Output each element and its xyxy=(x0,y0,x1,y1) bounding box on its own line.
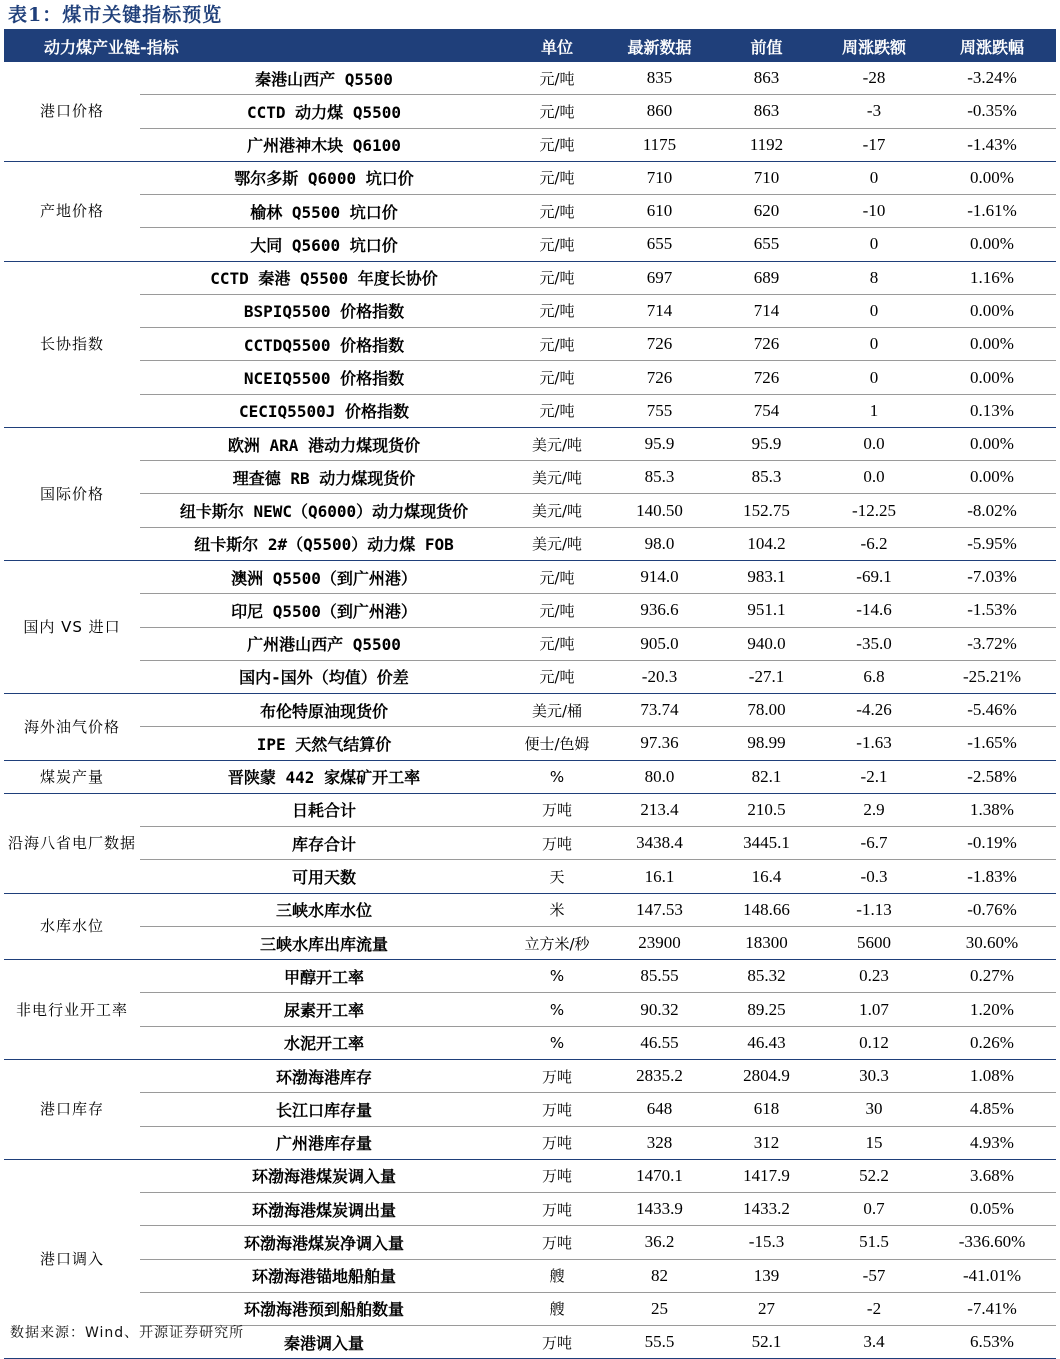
indicator-name: IPE 天然气结算价 xyxy=(140,727,508,760)
table-row xyxy=(4,95,1056,128)
latest-value: 95.9 xyxy=(606,427,713,460)
latest-value: 85.55 xyxy=(606,960,713,993)
indicator-name: CCTD 秦港 Q5500 年度长协价 xyxy=(140,261,508,294)
weekly-change: 0 xyxy=(820,361,928,394)
unit: 元/吨 xyxy=(508,228,606,261)
table-row xyxy=(4,228,1056,261)
previous-value: 3445.1 xyxy=(713,827,820,860)
indicator-name: CECIQ5500J 价格指数 xyxy=(140,394,508,427)
weekly-change: -6.2 xyxy=(820,527,928,560)
weekly-change: 0 xyxy=(820,228,928,261)
latest-value: 726 xyxy=(606,328,713,361)
previous-value: 1417.9 xyxy=(713,1159,820,1192)
latest-value: 73.74 xyxy=(606,694,713,727)
table-row xyxy=(4,1226,1056,1259)
unit: 万吨 xyxy=(508,1093,606,1126)
weekly-change: -35.0 xyxy=(820,627,928,660)
previous-value: 863 xyxy=(713,95,820,128)
weekly-change: -69.1 xyxy=(820,560,928,593)
table-row xyxy=(4,627,1056,660)
weekly-change: 0 xyxy=(820,328,928,361)
coal-indicator-table xyxy=(4,31,1056,1359)
indicator-name: CCTD 动力煤 Q5500 xyxy=(140,95,508,128)
previous-value: 85.3 xyxy=(713,461,820,494)
weekly-change-pct: -3.72% xyxy=(928,627,1056,660)
weekly-change: -12.25 xyxy=(820,494,928,527)
weekly-change: 0.12 xyxy=(820,1026,928,1059)
previous-value: 78.00 xyxy=(713,694,820,727)
unit: 便士/色姆 xyxy=(508,727,606,760)
unit: % xyxy=(508,1026,606,1059)
previous-value: 754 xyxy=(713,394,820,427)
table-row xyxy=(4,1159,1056,1192)
latest-value: 3438.4 xyxy=(606,827,713,860)
previous-value: 104.2 xyxy=(713,527,820,560)
indicator-name: 环渤海港预到船舶数量 xyxy=(140,1292,508,1325)
category-label: 长协指数 xyxy=(4,261,140,427)
category-label: 水库水位 xyxy=(4,893,140,960)
indicator-name: 理查德 RB 动力煤现货价 xyxy=(140,461,508,494)
weekly-change-pct: -0.35% xyxy=(928,95,1056,128)
unit: 万吨 xyxy=(508,1226,606,1259)
table-row xyxy=(4,1059,1056,1092)
indicator-name: 三峡水库水位 xyxy=(140,893,508,926)
previous-value: 714 xyxy=(713,294,820,327)
indicator-name: 榆林 Q5500 坑口价 xyxy=(140,195,508,228)
unit: 美元/吨 xyxy=(508,494,606,527)
previous-value: 689 xyxy=(713,261,820,294)
previous-value: 18300 xyxy=(713,926,820,959)
table-row xyxy=(4,926,1056,959)
weekly-change-pct: -5.95% xyxy=(928,527,1056,560)
unit: 元/吨 xyxy=(508,161,606,194)
previous-value: 620 xyxy=(713,195,820,228)
unit: 元/吨 xyxy=(508,128,606,161)
table-row xyxy=(4,361,1056,394)
table-row xyxy=(4,427,1056,460)
latest-value: 860 xyxy=(606,95,713,128)
indicator-name: 库存合计 xyxy=(140,827,508,860)
unit: 艘 xyxy=(508,1292,606,1325)
unit: 美元/吨 xyxy=(508,427,606,460)
indicator-name: 秦港调入量 xyxy=(140,1326,508,1359)
latest-value: 36.2 xyxy=(606,1226,713,1259)
previous-value: 89.25 xyxy=(713,993,820,1026)
indicator-name: 大同 Q5600 坑口价 xyxy=(140,228,508,261)
indicator-name: 布伦特原油现货价 xyxy=(140,694,508,727)
previous-value: 710 xyxy=(713,161,820,194)
latest-value: 755 xyxy=(606,394,713,427)
weekly-change: 15 xyxy=(820,1126,928,1159)
table-row xyxy=(4,893,1056,926)
indicator-name: 环渤海港煤炭净调入量 xyxy=(140,1226,508,1259)
header-weekly-change-pct: 周涨跌幅 xyxy=(928,31,1056,62)
table-row xyxy=(4,527,1056,560)
unit: 艘 xyxy=(508,1259,606,1292)
category-label: 国际价格 xyxy=(4,427,140,560)
unit: 万吨 xyxy=(508,827,606,860)
previous-value: 46.43 xyxy=(713,1026,820,1059)
weekly-change-pct: 0.00% xyxy=(928,427,1056,460)
header-unit: 单位 xyxy=(508,31,606,62)
weekly-change: 0.7 xyxy=(820,1193,928,1226)
weekly-change: 51.5 xyxy=(820,1226,928,1259)
table-row xyxy=(4,461,1056,494)
previous-value: 1192 xyxy=(713,128,820,161)
unit: 元/吨 xyxy=(508,560,606,593)
table-row xyxy=(4,660,1056,693)
previous-value: 726 xyxy=(713,328,820,361)
unit: 元/吨 xyxy=(508,361,606,394)
weekly-change-pct: 0.00% xyxy=(928,361,1056,394)
unit: 元/吨 xyxy=(508,195,606,228)
latest-value: 905.0 xyxy=(606,627,713,660)
weekly-change-pct: -1.43% xyxy=(928,128,1056,161)
header-previous: 前值 xyxy=(713,31,820,62)
indicator-name: 广州港神木块 Q6100 xyxy=(140,128,508,161)
latest-value: -20.3 xyxy=(606,660,713,693)
table-body xyxy=(4,62,1056,1359)
weekly-change-pct: -7.41% xyxy=(928,1292,1056,1325)
indicator-name: 日耗合计 xyxy=(140,793,508,826)
unit: 元/吨 xyxy=(508,594,606,627)
weekly-change-pct: -41.01% xyxy=(928,1259,1056,1292)
previous-value: 152.75 xyxy=(713,494,820,527)
unit: % xyxy=(508,993,606,1026)
category-label: 煤炭产量 xyxy=(4,760,140,793)
indicator-name: 印尼 Q5500（到广州港） xyxy=(140,594,508,627)
weekly-change: 30.3 xyxy=(820,1059,928,1092)
weekly-change-pct: 0.00% xyxy=(928,294,1056,327)
category-label: 国内 VS 进口 xyxy=(4,560,140,693)
previous-value: 618 xyxy=(713,1093,820,1126)
latest-value: 80.0 xyxy=(606,760,713,793)
latest-value: 46.55 xyxy=(606,1026,713,1059)
indicator-name: 广州港库存量 xyxy=(140,1126,508,1159)
previous-value: 148.66 xyxy=(713,893,820,926)
category-label: 海外油气价格 xyxy=(4,694,140,761)
weekly-change: 6.8 xyxy=(820,660,928,693)
unit: 天 xyxy=(508,860,606,893)
latest-value: 140.50 xyxy=(606,494,713,527)
unit: 元/吨 xyxy=(508,328,606,361)
latest-value: 213.4 xyxy=(606,793,713,826)
weekly-change-pct: 30.60% xyxy=(928,926,1056,959)
unit: 万吨 xyxy=(508,1193,606,1226)
table-row xyxy=(4,793,1056,826)
latest-value: 936.6 xyxy=(606,594,713,627)
indicator-name: 秦港山西产 Q5500 xyxy=(140,62,508,95)
weekly-change: -0.3 xyxy=(820,860,928,893)
previous-value: 98.99 xyxy=(713,727,820,760)
table-row xyxy=(4,328,1056,361)
weekly-change-pct: -8.02% xyxy=(928,494,1056,527)
weekly-change-pct: 1.38% xyxy=(928,793,1056,826)
weekly-change-pct: 0.05% xyxy=(928,1193,1056,1226)
unit: 万吨 xyxy=(508,1059,606,1092)
latest-value: 655 xyxy=(606,228,713,261)
indicator-name: 广州港山西产 Q5500 xyxy=(140,627,508,660)
weekly-change: 5600 xyxy=(820,926,928,959)
weekly-change-pct: 1.08% xyxy=(928,1059,1056,1092)
source-note: 数据来源：Wind、开源证券研究所 xyxy=(10,1325,245,1341)
latest-value: 710 xyxy=(606,161,713,194)
table-row xyxy=(4,760,1056,793)
weekly-change: -10 xyxy=(820,195,928,228)
weekly-change-pct: -1.65% xyxy=(928,727,1056,760)
weekly-change-pct: -5.46% xyxy=(928,694,1056,727)
header-indicator: 动力煤产业链-指标 xyxy=(4,31,508,62)
weekly-change-pct: 6.53% xyxy=(928,1326,1056,1359)
weekly-change: -1.63 xyxy=(820,727,928,760)
table-row xyxy=(4,827,1056,860)
indicator-name: BSPIQ5500 价格指数 xyxy=(140,294,508,327)
weekly-change: -28 xyxy=(820,62,928,95)
table-row xyxy=(4,1126,1056,1159)
indicator-name: 国内-国外（均值）价差 xyxy=(140,660,508,693)
latest-value: 16.1 xyxy=(606,860,713,893)
previous-value: -15.3 xyxy=(713,1226,820,1259)
previous-value: 210.5 xyxy=(713,793,820,826)
table-row xyxy=(4,594,1056,627)
latest-value: 55.5 xyxy=(606,1326,713,1359)
table-row xyxy=(4,694,1056,727)
unit: 美元/吨 xyxy=(508,527,606,560)
weekly-change: 0.0 xyxy=(820,461,928,494)
unit: 米 xyxy=(508,893,606,926)
weekly-change: 1 xyxy=(820,394,928,427)
weekly-change: -17 xyxy=(820,128,928,161)
latest-value: 714 xyxy=(606,294,713,327)
table-row xyxy=(4,494,1056,527)
unit: 立方米/秒 xyxy=(508,926,606,959)
weekly-change: 30 xyxy=(820,1093,928,1126)
previous-value: 82.1 xyxy=(713,760,820,793)
indicator-name: 尿素开工率 xyxy=(140,993,508,1026)
weekly-change-pct: -3.24% xyxy=(928,62,1056,95)
table-title: 表1：煤市关键指标预览 xyxy=(8,4,223,26)
weekly-change: -2 xyxy=(820,1292,928,1325)
indicator-name: 晋陕蒙 442 家煤矿开工率 xyxy=(140,760,508,793)
weekly-change-pct: -1.53% xyxy=(928,594,1056,627)
weekly-change-pct: -0.19% xyxy=(928,827,1056,860)
previous-value: 951.1 xyxy=(713,594,820,627)
previous-value: 85.32 xyxy=(713,960,820,993)
previous-value: 312 xyxy=(713,1126,820,1159)
weekly-change: 2.9 xyxy=(820,793,928,826)
latest-value: 835 xyxy=(606,62,713,95)
unit: 万吨 xyxy=(508,1159,606,1192)
header-weekly-change: 周涨跌额 xyxy=(820,31,928,62)
table-row xyxy=(4,1193,1056,1226)
unit: 元/吨 xyxy=(508,627,606,660)
latest-value: 147.53 xyxy=(606,893,713,926)
previous-value: 655 xyxy=(713,228,820,261)
weekly-change-pct: 1.16% xyxy=(928,261,1056,294)
unit: 美元/桶 xyxy=(508,694,606,727)
weekly-change: 8 xyxy=(820,261,928,294)
weekly-change-pct: 0.13% xyxy=(928,394,1056,427)
previous-value: 27 xyxy=(713,1292,820,1325)
weekly-change: -4.26 xyxy=(820,694,928,727)
table-row xyxy=(4,1093,1056,1126)
latest-value: 914.0 xyxy=(606,560,713,593)
header-latest: 最新数据 xyxy=(606,31,713,62)
unit: 元/吨 xyxy=(508,394,606,427)
indicator-name: 鄂尔多斯 Q6000 坑口价 xyxy=(140,161,508,194)
previous-value: 139 xyxy=(713,1259,820,1292)
weekly-change-pct: 1.20% xyxy=(928,993,1056,1026)
category-label: 产地价格 xyxy=(4,161,140,261)
category-label: 港口库存 xyxy=(4,1059,140,1159)
indicator-name: 三峡水库出库流量 xyxy=(140,926,508,959)
weekly-change: 0 xyxy=(820,294,928,327)
table-row xyxy=(4,195,1056,228)
weekly-change-pct: 0.27% xyxy=(928,960,1056,993)
previous-value: 2804.9 xyxy=(713,1059,820,1092)
table-row xyxy=(4,560,1056,593)
unit: 元/吨 xyxy=(508,62,606,95)
weekly-change-pct: -7.03% xyxy=(928,560,1056,593)
weekly-change: -57 xyxy=(820,1259,928,1292)
latest-value: 82 xyxy=(606,1259,713,1292)
latest-value: 98.0 xyxy=(606,527,713,560)
indicator-name: 澳洲 Q5500（到广州港） xyxy=(140,560,508,593)
table-row xyxy=(4,62,1056,95)
weekly-change-pct: -25.21% xyxy=(928,660,1056,693)
indicator-name: CCTDQ5500 价格指数 xyxy=(140,328,508,361)
weekly-change: 0.23 xyxy=(820,960,928,993)
weekly-change: -6.7 xyxy=(820,827,928,860)
weekly-change-pct: 0.00% xyxy=(928,328,1056,361)
previous-value: 863 xyxy=(713,62,820,95)
indicator-name: 长江口库存量 xyxy=(140,1093,508,1126)
unit: 元/吨 xyxy=(508,660,606,693)
table-row xyxy=(4,1026,1056,1059)
indicator-name: 甲醇开工率 xyxy=(140,960,508,993)
table-row xyxy=(4,261,1056,294)
latest-value: 328 xyxy=(606,1126,713,1159)
header-row xyxy=(4,31,1056,62)
weekly-change-pct: -1.83% xyxy=(928,860,1056,893)
table-row xyxy=(4,161,1056,194)
weekly-change-pct: 0.26% xyxy=(928,1026,1056,1059)
weekly-change-pct: 0.00% xyxy=(928,461,1056,494)
unit: 美元/吨 xyxy=(508,461,606,494)
unit: 元/吨 xyxy=(508,294,606,327)
indicator-name: 可用天数 xyxy=(140,860,508,893)
weekly-change: -1.13 xyxy=(820,893,928,926)
previous-value: 1433.2 xyxy=(713,1193,820,1226)
latest-value: 648 xyxy=(606,1093,713,1126)
category-label: 沿海八省电厂数据 xyxy=(4,793,140,893)
weekly-change-pct: -1.61% xyxy=(928,195,1056,228)
latest-value: 610 xyxy=(606,195,713,228)
latest-value: 1175 xyxy=(606,128,713,161)
weekly-change-pct: 3.68% xyxy=(928,1159,1056,1192)
previous-value: 983.1 xyxy=(713,560,820,593)
weekly-change: 3.4 xyxy=(820,1326,928,1359)
indicator-name: 纽卡斯尔 2#（Q5500）动力煤 FOB xyxy=(140,527,508,560)
previous-value: 52.1 xyxy=(713,1326,820,1359)
category-label: 非电行业开工率 xyxy=(4,960,140,1060)
latest-value: 697 xyxy=(606,261,713,294)
weekly-change: -14.6 xyxy=(820,594,928,627)
unit: % xyxy=(508,960,606,993)
table-row xyxy=(4,860,1056,893)
weekly-change: 1.07 xyxy=(820,993,928,1026)
indicator-name: 水泥开工率 xyxy=(140,1026,508,1059)
previous-value: 95.9 xyxy=(713,427,820,460)
indicator-name: 环渤海港煤炭调出量 xyxy=(140,1193,508,1226)
latest-value: 97.36 xyxy=(606,727,713,760)
latest-value: 1433.9 xyxy=(606,1193,713,1226)
weekly-change-pct: -2.58% xyxy=(928,760,1056,793)
category-label: 港口调入 xyxy=(4,1159,140,1359)
latest-value: 90.32 xyxy=(606,993,713,1026)
table-row xyxy=(4,960,1056,993)
previous-value: 726 xyxy=(713,361,820,394)
indicator-name: 环渤海港煤炭调入量 xyxy=(140,1159,508,1192)
weekly-change-pct: -336.60% xyxy=(928,1226,1056,1259)
table-row xyxy=(4,394,1056,427)
table-row xyxy=(4,128,1056,161)
weekly-change-pct: 4.85% xyxy=(928,1093,1056,1126)
indicator-name: 环渤海港库存 xyxy=(140,1059,508,1092)
latest-value: 726 xyxy=(606,361,713,394)
table-row xyxy=(4,993,1056,1026)
unit: 万吨 xyxy=(508,793,606,826)
weekly-change: 52.2 xyxy=(820,1159,928,1192)
previous-value: -27.1 xyxy=(713,660,820,693)
unit: 万吨 xyxy=(508,1326,606,1359)
previous-value: 16.4 xyxy=(713,860,820,893)
unit: 元/吨 xyxy=(508,261,606,294)
latest-value: 2835.2 xyxy=(606,1059,713,1092)
latest-value: 23900 xyxy=(606,926,713,959)
weekly-change: -2.1 xyxy=(820,760,928,793)
previous-value: 940.0 xyxy=(713,627,820,660)
latest-value: 85.3 xyxy=(606,461,713,494)
latest-value: 25 xyxy=(606,1292,713,1325)
table-row xyxy=(4,294,1056,327)
indicator-name: NCEIQ5500 价格指数 xyxy=(140,361,508,394)
weekly-change: 0.0 xyxy=(820,427,928,460)
weekly-change-pct: 0.00% xyxy=(928,228,1056,261)
unit: 元/吨 xyxy=(508,95,606,128)
unit: 万吨 xyxy=(508,1126,606,1159)
table-row xyxy=(4,727,1056,760)
latest-value: 1470.1 xyxy=(606,1159,713,1192)
indicator-name: 纽卡斯尔 NEWC（Q6000）动力煤现货价 xyxy=(140,494,508,527)
weekly-change: -3 xyxy=(820,95,928,128)
table-row xyxy=(4,1259,1056,1292)
indicator-name: 欧洲 ARA 港动力煤现货价 xyxy=(140,427,508,460)
table-row xyxy=(4,1292,1056,1325)
unit: % xyxy=(508,760,606,793)
weekly-change-pct: 4.93% xyxy=(928,1126,1056,1159)
category-label: 港口价格 xyxy=(4,62,140,162)
weekly-change: 0 xyxy=(820,161,928,194)
weekly-change-pct: 0.00% xyxy=(928,161,1056,194)
weekly-change-pct: -0.76% xyxy=(928,893,1056,926)
indicator-name: 环渤海港锚地船舶量 xyxy=(140,1259,508,1292)
